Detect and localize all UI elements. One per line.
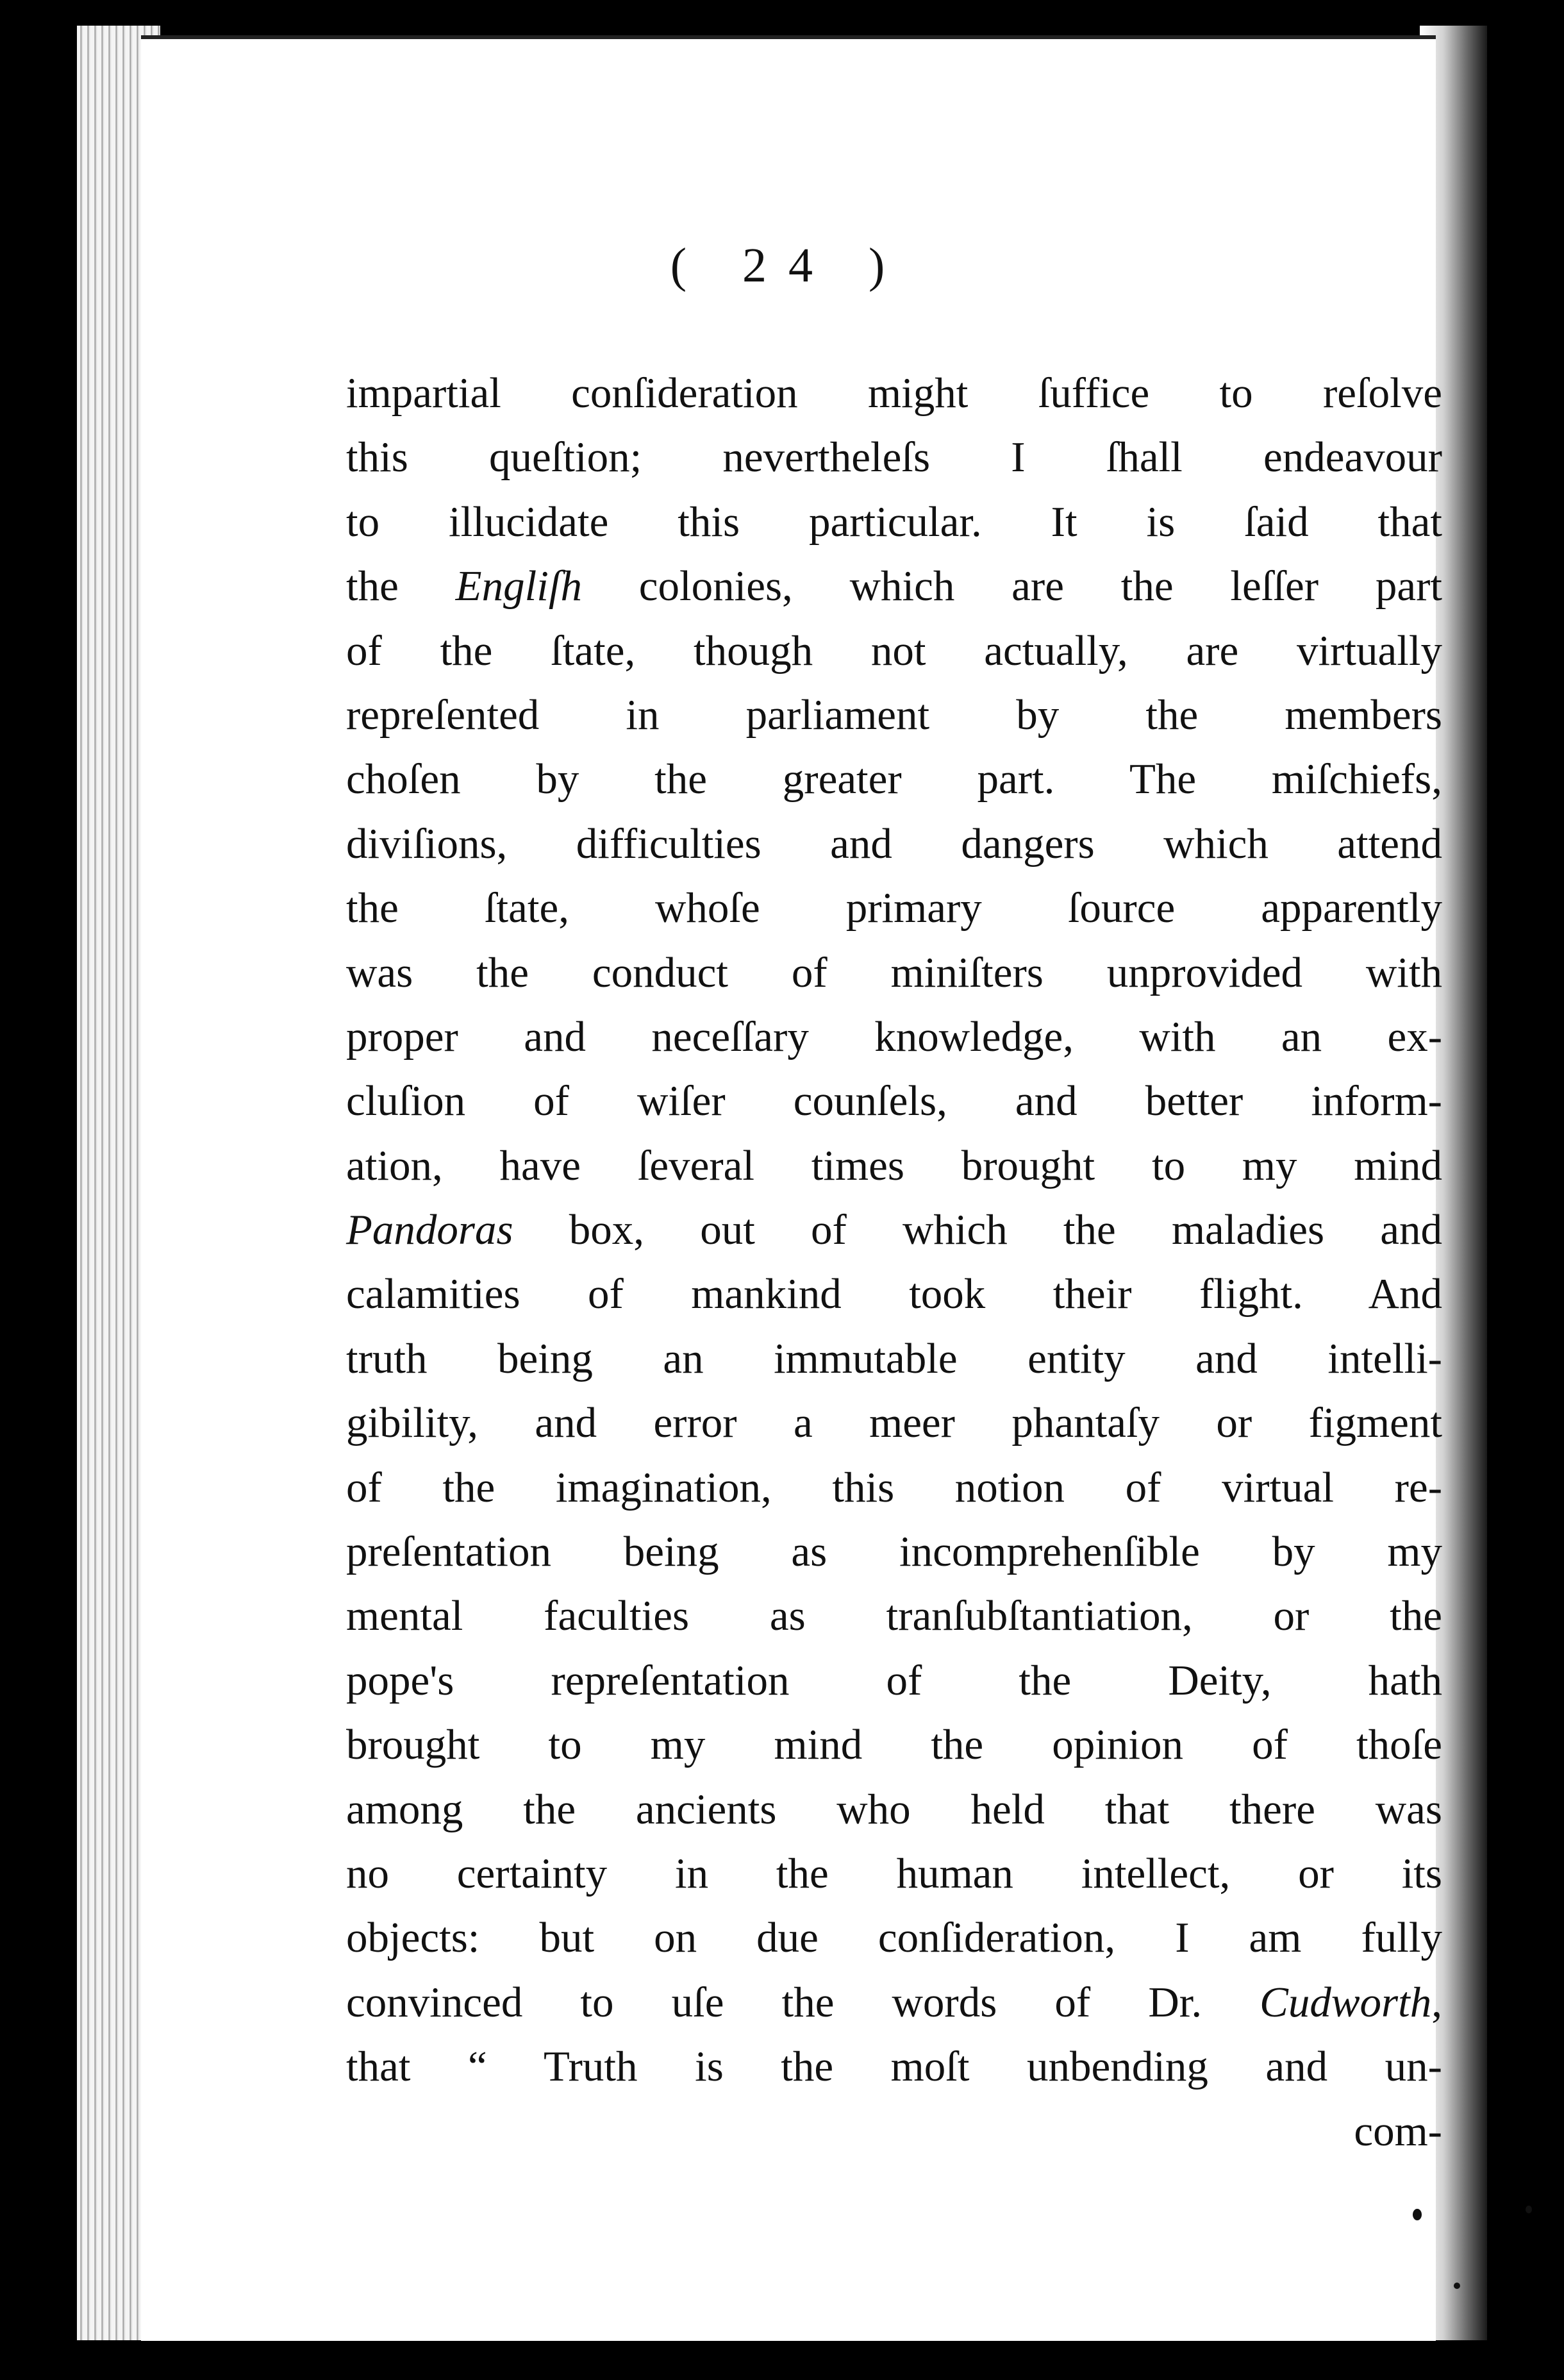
text-segment: of the ſtate, though not actually, are virtually [346, 626, 1442, 675]
text-line [346, 1841, 1442, 1906]
text-segment: repreſented in parliament by the members [346, 691, 1442, 739]
text-segment: the ſtate, whoſe primary ſource apparently [346, 884, 1442, 932]
text-segment: mental faculties as tranſubſtantiation, or the [346, 1592, 1442, 1640]
text-segment: this queſtion; nevertheleſs I ſhall endeavour [346, 433, 1442, 482]
text-segment: no certainty in the human intellect, or its [346, 1849, 1442, 1897]
text-segment: diviſions, difficulties and dangers which attend [346, 819, 1442, 867]
text-line [346, 1777, 1442, 1841]
text-segment: Engliſh [455, 562, 582, 610]
text-line [346, 1005, 1442, 1069]
text-segment: ation, have ſeveral times brought to my mind [346, 1141, 1442, 1189]
text-segment: preſentation being as incomprehenſible by my [346, 1528, 1442, 1576]
text-segment: truth being an immutable entity and intelli- [346, 1334, 1442, 1382]
text-segment: to illucidate this particular. It is ſaid that [346, 498, 1442, 546]
text-line [346, 554, 1442, 618]
text-segment: choſen by the greater part. The miſchiefs, [346, 755, 1442, 803]
text-segment: Cudworth [1260, 1978, 1432, 2026]
text-line [346, 1327, 1442, 1391]
text-segment: impartial conſideration might ſuffice to reſolve [346, 369, 1442, 417]
text-line [346, 1713, 1442, 1777]
text-line [346, 619, 1442, 683]
text-line [346, 876, 1442, 940]
scan-speck [1454, 2283, 1460, 2289]
text-segment: brought to my mind the opinion of thoſe [346, 1721, 1442, 1769]
text-segment: objects: but on due conſideration, I am fully [346, 1914, 1442, 1962]
text-line [346, 747, 1442, 811]
text-segment: among the ancients who held that there was [346, 1785, 1442, 1833]
text-segment: calamities of mankind took their flight. And [346, 1270, 1442, 1318]
book-page [141, 35, 1443, 2341]
body-text [346, 361, 1442, 2163]
text-segment: that “ Truth is the moſt unbending and un- [346, 2043, 1442, 2091]
text-segment: , [1431, 1978, 1442, 2026]
text-segment: box, out of which the maladies and [513, 1206, 1442, 1254]
catchword: com- [1354, 2107, 1442, 2155]
text-line [346, 941, 1442, 1005]
scan-speck [1526, 2206, 1532, 2213]
text-line [346, 1906, 1442, 1970]
text-line [346, 1134, 1442, 1198]
text-line [346, 1584, 1442, 1648]
text-line [346, 1520, 1442, 1584]
text-line [346, 1455, 1442, 1520]
text-line [346, 490, 1442, 554]
text-line [346, 1262, 1442, 1326]
text-line [346, 683, 1442, 747]
text-segment: the [346, 562, 456, 610]
text-segment: was the conduct of miniſters unprovided with [346, 948, 1442, 996]
text-line [346, 361, 1442, 425]
text-line [346, 812, 1442, 876]
text-segment: colonies, which are the leſſer part [581, 562, 1443, 610]
text-segment: proper and neceſſary knowledge, with an ex- [346, 1012, 1442, 1060]
text-line [346, 1198, 1442, 1262]
text-line [346, 1648, 1442, 1713]
text-segment: Pandoras [346, 1206, 513, 1254]
text-segment: pope's repreſentation of the Deity, hath [346, 1656, 1442, 1704]
text-line [346, 1069, 1442, 1133]
page-number: ( 24 ) [670, 239, 907, 292]
text-line [346, 1970, 1442, 2034]
text-segment: of the imagination, this notion of virtual re- [346, 1463, 1442, 1511]
scan-speck [1413, 2209, 1422, 2220]
text-segment: cluſion of wiſer counſels, and better inform- [346, 1077, 1442, 1125]
text-segment: gibility, and error a meer phantaſy or figment [346, 1399, 1442, 1447]
text-line [346, 425, 1442, 489]
text-line [346, 2034, 1442, 2099]
text-line [346, 1391, 1442, 1455]
text-segment: convinced to uſe the words of Dr. [346, 1978, 1260, 2026]
